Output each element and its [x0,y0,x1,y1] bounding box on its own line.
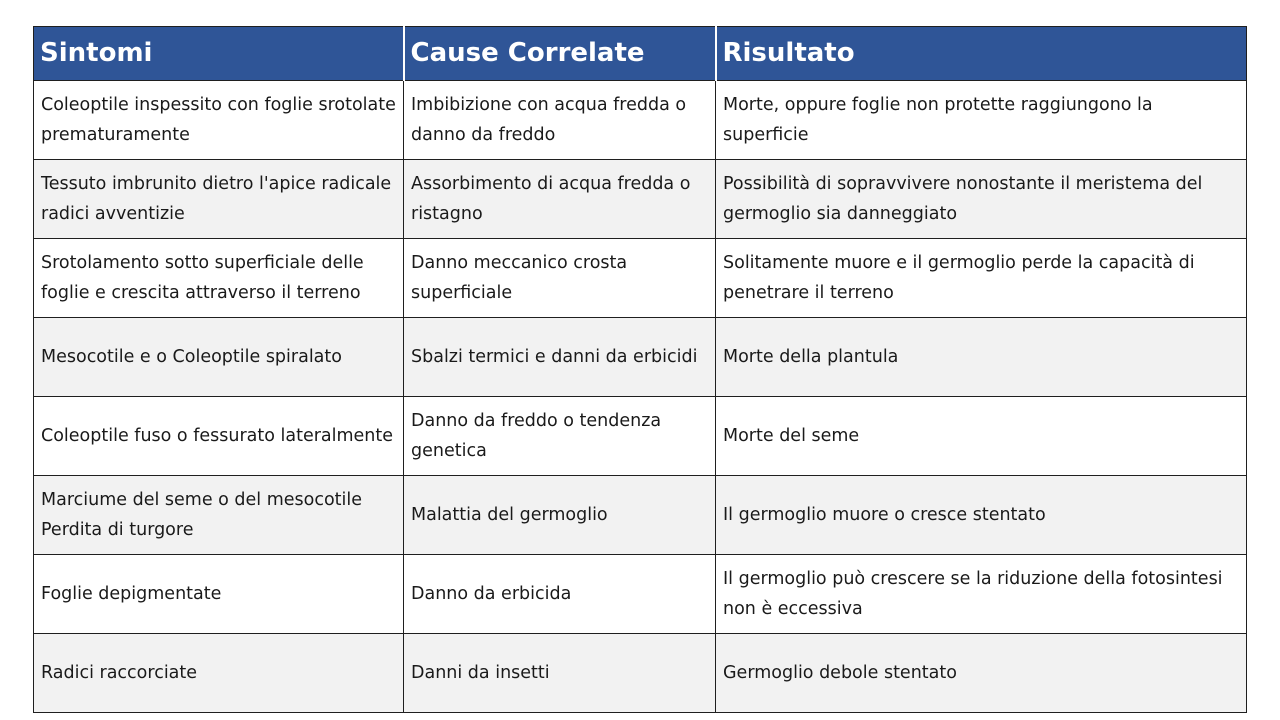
cell-cause: Danno da freddo o tendenza genetica [404,397,716,476]
cell-risultato: Il germoglio può crescere se la riduzione della fotosintesi non è eccessiva [716,555,1247,634]
cell-sintomi: Tessuto imbrunito dietro l'apice radicale radici avventizie [34,160,404,239]
cell-risultato: Germoglio debole stentato [716,634,1247,713]
cell-sintomi: Coleoptile inspessito con foglie srotolate prematuramente [34,81,404,160]
header-cause-correlate: Cause Correlate [404,27,716,81]
cell-sintomi: Coleoptile fuso o fessurato lateralmente [34,397,404,476]
table-row [34,318,1247,397]
table-row [34,160,1247,239]
cell-cause: Danno meccanico crosta superficiale [404,239,716,318]
cell-risultato: Morte, oppure foglie non protette raggiungono la superficie [716,81,1247,160]
table-row [34,81,1247,160]
header-risultato: Risultato [716,27,1247,81]
table-header [34,27,1247,81]
cell-cause: Danni da insetti [404,634,716,713]
table-body [34,81,1247,713]
table-row [34,397,1247,476]
cell-cause: Danno da erbicida [404,555,716,634]
cell-risultato: Morte della plantula [716,318,1247,397]
cell-risultato: Possibilità di sopravvivere nonostante il meristema del germoglio sia danneggiato [716,160,1247,239]
table-row [34,476,1247,555]
header-sintomi: Sintomi [34,27,404,81]
table-row [34,555,1247,634]
cell-sintomi: Mesocotile e o Coleoptile spiralato [34,318,404,397]
cell-cause: Malattia del germoglio [404,476,716,555]
cell-sintomi: Radici raccorciate [34,634,404,713]
cell-cause: Imbibizione con acqua fredda o danno da freddo [404,81,716,160]
cell-sintomi: Srotolamento sotto superficiale delle foglie e crescita attraverso il terreno [34,239,404,318]
cell-cause: Sbalzi termici e danni da erbicidi [404,318,716,397]
cell-sintomi: Marciume del seme o del mesocotile Perdita di turgore [34,476,404,555]
symptoms-table [33,26,1247,713]
table-row [34,634,1247,713]
header-row [34,27,1247,81]
table-row [34,239,1247,318]
cell-sintomi: Foglie depigmentate [34,555,404,634]
cell-risultato: Il germoglio muore o cresce stentato [716,476,1247,555]
cell-cause: Assorbimento di acqua fredda o ristagno [404,160,716,239]
cell-risultato: Solitamente muore e il germoglio perde la capacità di penetrare il terreno [716,239,1247,318]
cell-risultato: Morte del seme [716,397,1247,476]
